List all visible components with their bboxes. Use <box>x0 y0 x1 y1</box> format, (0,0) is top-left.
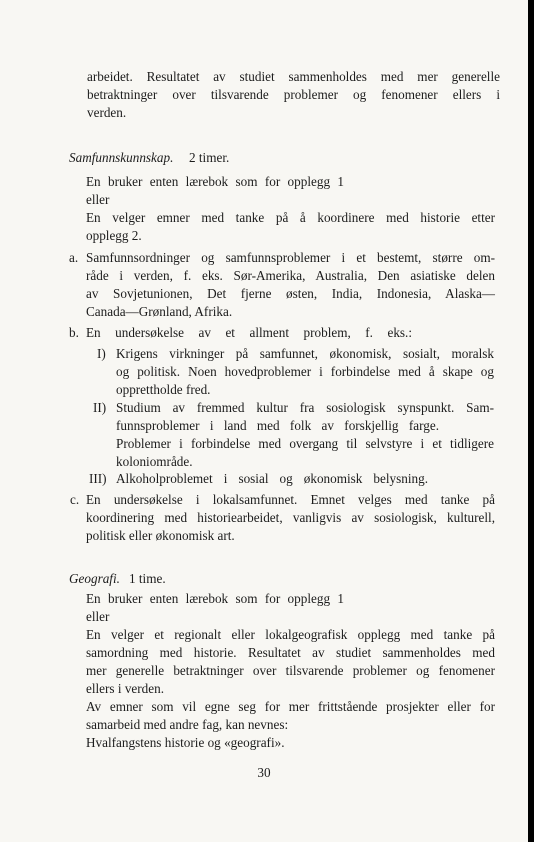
item-c-line-1: En undersøkelse i lokalsamfunnet. Emnet velges med tanke på <box>86 492 495 507</box>
item-b-line: En undersøkelse av et allment problem, f. eks.: <box>86 325 412 340</box>
geo-projects-line-1: Av emner som vil egne seg for mer frittstående prosjekter eller for <box>86 699 495 714</box>
geo-projects-line-2: samarbeid med andre fag, kan nevnes: <box>86 717 289 732</box>
list-marker-c: c. <box>70 492 80 507</box>
geo-or-line: eller <box>86 609 110 624</box>
intro-line-1: arbeidet. Resultatet av studiet sammenholdes med mer generelle <box>87 69 500 84</box>
geo-example-line: Hvalfangstens historie og «geografi». <box>86 735 285 750</box>
item-c-line-2: koordinering med historiearbeidet, vanligvis av sosiologisk, kulturell, <box>86 510 495 525</box>
item-a-line-4: Canada—Grønland, Afrika. <box>86 304 233 319</box>
geo-option-1-line: En bruker enten lærebok som for opplegg 1 <box>86 591 344 606</box>
sub-marker-3: III) <box>89 471 107 486</box>
geo-option-2-line-1: En velger et regionalt eller lokalgeografisk opplegg med tanke på <box>86 627 495 642</box>
geo-option-2-line-3: mer generelle betraktninger over tilsvarende problemer og fenomener <box>86 663 495 678</box>
page-number: 30 <box>257 765 271 780</box>
or-line: eller <box>86 192 110 207</box>
item-c-line-3: politisk eller økonomisk art. <box>86 528 235 543</box>
sub-item-2-line-2: funnsproblemer i land med folk av forskjellig farge. <box>116 418 439 433</box>
sub-item-2-line-1: Studium av fremmed kultur fra sosiologisk synspunkt. Sam- <box>116 400 494 415</box>
option-1-line: En bruker enten lærebok som for opplegg 1 <box>86 174 344 189</box>
list-marker-a: a. <box>69 250 79 265</box>
geo-option-2-line-4: ellers i verden. <box>86 681 164 696</box>
sub-item-1-line-2: og politisk. Noen hovedproblemer i forbindelse med å skape og <box>116 364 494 379</box>
item-a-line-2: råde i verden, f. eks. Sør-Amerika, Australia, Den asiatiske delen <box>86 268 495 283</box>
geo-option-2-line-2: samordning med historie. Resultatet av studiet sammenholdes med <box>86 645 495 660</box>
option-2-line-1: En velger emner med tanke på å koordinere med historie etter <box>86 210 495 225</box>
intro-line-3: verden. <box>87 105 127 120</box>
section-title-geografi: Geografi. <box>69 571 120 586</box>
sub-marker-2: II) <box>93 400 107 415</box>
sub-item-2-line-3: Problemer i forbindelse med overgang til selvstyre i et tidligere <box>116 436 494 451</box>
sub-item-3-line: Alkoholproblemet i sosial og økonomisk belysning. <box>116 471 428 486</box>
option-2-line-2: opplegg 2. <box>86 228 142 243</box>
section-title-samfunnskunnskap: Samfunnskunnskap. <box>69 150 174 165</box>
section-hours-samfunnskunnskap: 2 timer. <box>189 150 230 165</box>
sub-marker-1: I) <box>97 346 106 361</box>
section-hours-geografi: 1 time. <box>129 571 166 586</box>
list-marker-b: b. <box>69 325 79 340</box>
item-a-line-1: Samfunnsordninger og samfunnsproblemer i et bestemt, større om- <box>86 250 495 265</box>
intro-line-2: betraktninger over tilsvarende problemer og fenomener ellers i <box>87 87 500 102</box>
sub-item-1-line-3: opprettholde fred. <box>116 382 211 397</box>
sub-item-2-line-4: koloniområde. <box>116 454 193 469</box>
sub-item-1-line-1: Krigens virkninger på samfunnet, økonomisk, sosialt, moralsk <box>116 346 494 361</box>
item-a-line-3: av Sovjetunionen, Det fjerne østen, India, Indonesia, Alaska— <box>86 286 495 301</box>
